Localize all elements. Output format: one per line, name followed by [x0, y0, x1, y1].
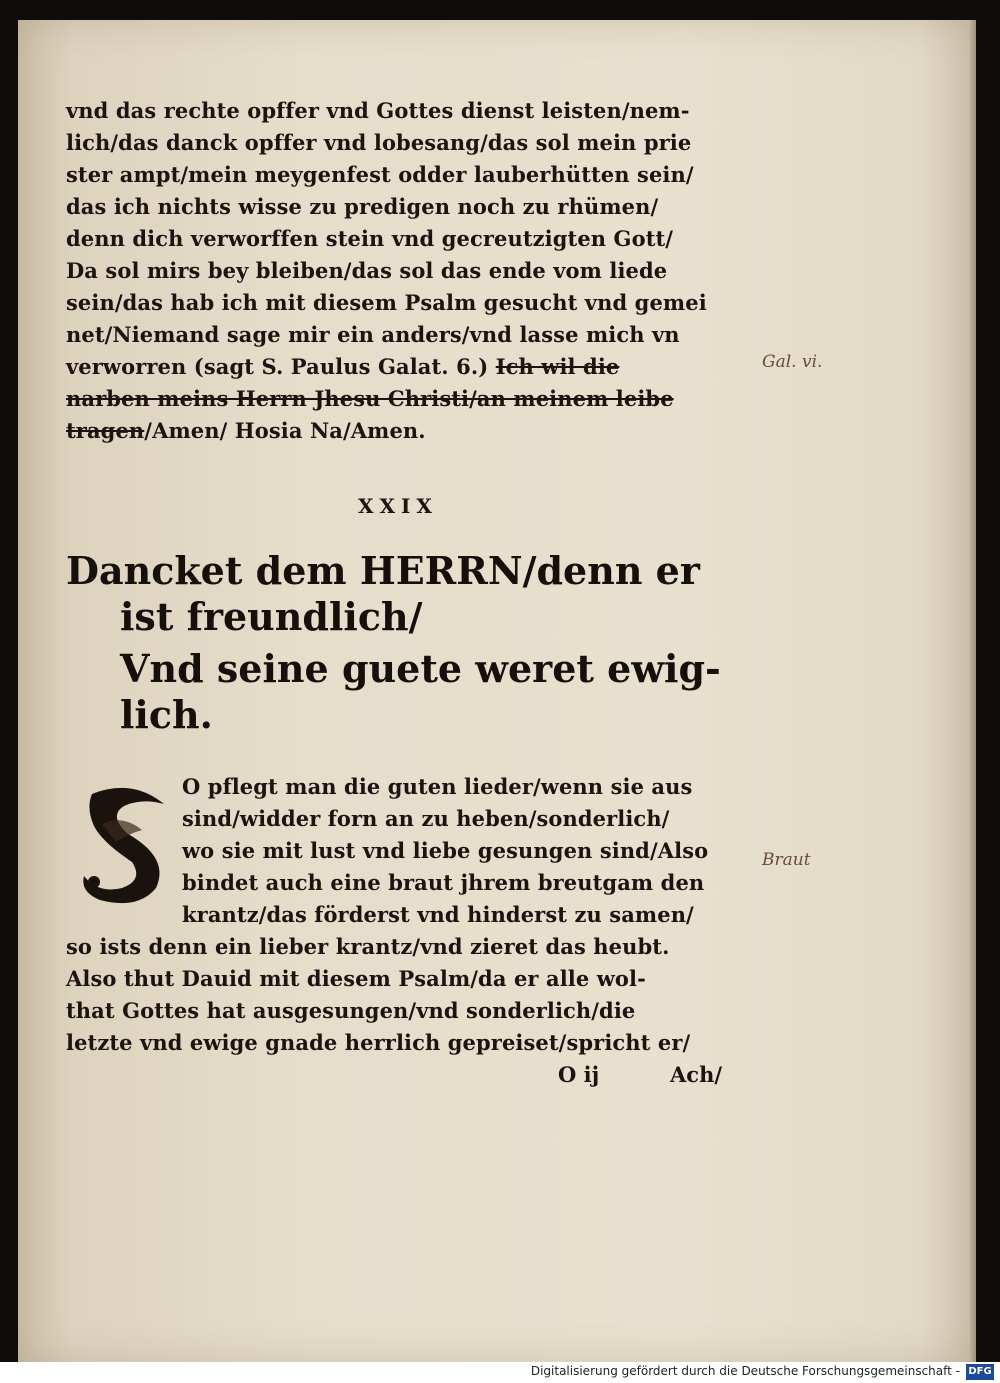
text-line: bindet auch eine braut jhrem breutgam den: [182, 870, 705, 895]
text-line: denn dich verworffen stein vnd gecreutzigten Gott/: [66, 226, 674, 251]
footer-bar: [0, 1362, 1000, 1383]
text-line: net/Niemand sage mir ein anders/vnd lasse mich vn: [66, 322, 680, 347]
margin-note: Braut: [762, 850, 811, 870]
text-line: vnd das rechte opffer vnd Gottes dienst leisten/nem-: [66, 98, 690, 123]
book-page: [18, 20, 976, 1362]
text-line: lich/das danck opffer vnd lobesang/das sol mein prie: [66, 130, 692, 155]
psalm-heading-line: lich.: [120, 692, 213, 737]
text-line: Da sol mirs bey bleiben/das sol das ende vom liede: [66, 258, 668, 283]
text-line: wo sie mit lust vnd liebe gesungen sind/Also: [182, 838, 709, 863]
text-line: letzte vnd ewige gnade herrlich gepreiset/spricht er/: [66, 1030, 691, 1055]
footer-credit: Digitalisierung gefördert durch die Deutsche Forschungsgemeinschaft -: [530, 1364, 960, 1378]
text-line: [66, 418, 426, 443]
text-line: sein/das hab ich mit diesem Psalm gesucht vnd gemei: [66, 290, 707, 315]
text-line: Also thut Dauid mit diesem Psalm/da er alle wol-: [66, 966, 646, 991]
text-line: das ich nichts wisse zu predigen noch zu rhümen/: [66, 194, 659, 219]
psalm-heading-line: Dancket dem HERRN/denn er: [66, 548, 700, 593]
text-segment: /Amen/ Hosia Na/Amen.: [144, 418, 426, 443]
struck-text: tragen: [66, 418, 145, 443]
psalm-heading-line: Vnd seine guete weret ewig-: [120, 646, 721, 691]
psalm-number: XXIX: [358, 494, 438, 518]
text-line: that Gottes hat ausgesungen/vnd sonderlich/die: [66, 998, 636, 1023]
psalm-heading-line: ist freundlich/: [120, 594, 423, 639]
catchword: Ach/: [670, 1062, 723, 1087]
margin-note: Gal. vi.: [762, 352, 823, 372]
text-line: ster ampt/mein meygenfest odder lauberhütten sein/: [66, 162, 694, 187]
text-line: krantz/das förderst vnd hinderst zu samen/: [182, 902, 694, 927]
text-line: [66, 354, 619, 379]
struck-text: Ich wil die: [495, 354, 620, 379]
text-line: sind/widder forn an zu heben/sonderlich/: [182, 806, 670, 831]
text-line: so ists denn ein lieber krantz/vnd zieret das heubt.: [66, 934, 670, 959]
decorated-initial: [72, 784, 192, 908]
page-edge: [970, 20, 976, 1362]
text-segment: verworren (sagt S. Paulus Galat. 6.): [66, 354, 489, 379]
text-line: O pflegt man die guten lieder/wenn sie aus: [182, 774, 693, 799]
signature-mark: O ij: [558, 1062, 600, 1087]
struck-line: narben meins Herrn Jhesu Christi/an meinem leibe: [66, 386, 674, 411]
dfg-logo: DFG: [966, 1364, 994, 1380]
